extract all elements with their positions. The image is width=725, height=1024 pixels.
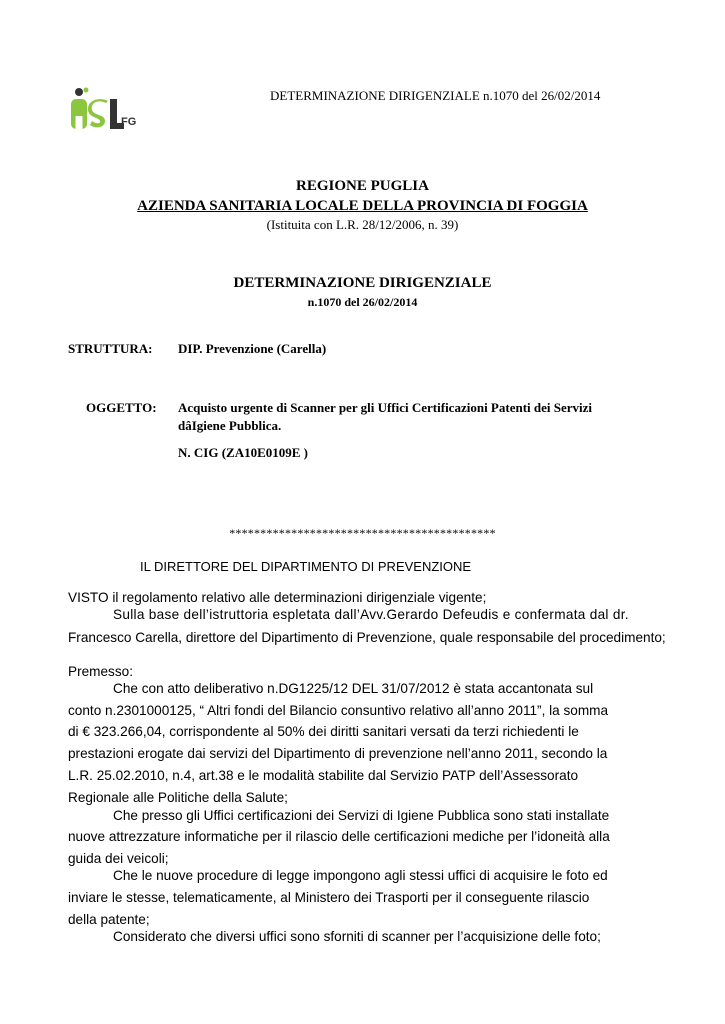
body-line-10: Regionale alle Politiche della Salute; xyxy=(68,790,288,805)
body-line-1: VISTO il regolamento relativo alle determinazioni dirigenziale vigente; xyxy=(68,590,487,605)
body-line-17: Considerato che diversi uffici sono sforniti di scanner per l’acquisizione delle foto; xyxy=(113,929,601,944)
struttura-label: STRUTTURA: xyxy=(68,341,153,356)
body-line-4: Premesso: xyxy=(68,664,133,679)
determination-number: n.1070 del 26/02/2014 xyxy=(307,295,418,309)
separator-stars: ******************************************* xyxy=(229,526,496,540)
oggetto-line-2: dâIgiene Pubblica. xyxy=(178,418,282,433)
director-title: IL DIRETTORE DEL DIPARTIMENTO DI PREVENZIONE xyxy=(140,559,472,574)
asl-logo-subtext: FG xyxy=(121,116,137,128)
body-line-16: della patente; xyxy=(68,912,150,927)
oggetto-label: OGGETTO: xyxy=(86,400,157,415)
header-reference: DETERMINAZIONE DIRIGENZIALE n.1070 del 26/02/2014 xyxy=(270,88,601,103)
body-line-9: L.R. 25.02.2010, n.4, art.38 e le modalità stabilite dal Servizio PATP dell’Assessorato xyxy=(68,768,579,783)
body-line-12: nuove attrezzature informatiche per il rilascio delle certificazioni mediche per l’idoneità alla xyxy=(68,829,610,844)
body-line-2: Sulla base dell’istruttoria espletata dall’Avv.Gerardo Defeudis e confermata dal dr. xyxy=(113,607,629,622)
body-line-15: inviare le stesse, telematicamente, al Ministero dei Trasporti per il conseguente rilascio xyxy=(68,890,590,905)
body-line-11: Che presso gli Uffici certificazioni dei Servizi di Igiene Pubblica sono stati installate xyxy=(113,808,610,823)
body-line-14: Che le nuove procedure di legge impongono agli stessi uffici di acquisire le foto ed xyxy=(113,868,608,883)
instituted-note: (Istituita con L.R. 28/12/2006, n. 39) xyxy=(266,217,459,232)
asl-logo xyxy=(68,86,140,138)
agency-title: AZIENDA SANITARIA LOCALE DELLA PROVINCIA DI FOGGIA xyxy=(137,198,588,214)
body-line-5: Che con atto deliberativo n.DG1225/12 DEL 31/07/2012 è stata accantonata sul xyxy=(113,681,594,696)
body-line-3: Francesco Carella, direttore del Dipartimento di Prevenzione, quale responsabile del procedimento; xyxy=(68,630,666,645)
body-line-13: guida dei veicoli; xyxy=(68,851,169,866)
body-line-8: prestazioni erogate dai servizi del Dipartimento di prevenzione nell’anno 2011, secondo la xyxy=(68,746,608,761)
region-title: REGIONE PUGLIA xyxy=(296,178,429,194)
struttura-value: DIP. Prevenzione (Carella) xyxy=(178,341,327,356)
determination-title: DETERMINAZIONE DIRIGENZIALE xyxy=(233,275,492,291)
oggetto-line-1: Acquisto urgente di Scanner per gli Uffici Certificazioni Patenti dei Servizi xyxy=(178,400,593,415)
asl-logo-mark xyxy=(68,86,140,138)
oggetto-cig: N. CIG (ZA10E0109E ) xyxy=(178,445,309,460)
body-line-7: di € 323.266,04, corrispondente al 50% dei diritti sanitari versati da terzi richiedenti le xyxy=(68,724,579,739)
body-line-6: conto n.2301000125, “ Altri fondi del Bilancio consuntivo relativo all’anno 2011”, la somma xyxy=(68,703,609,718)
